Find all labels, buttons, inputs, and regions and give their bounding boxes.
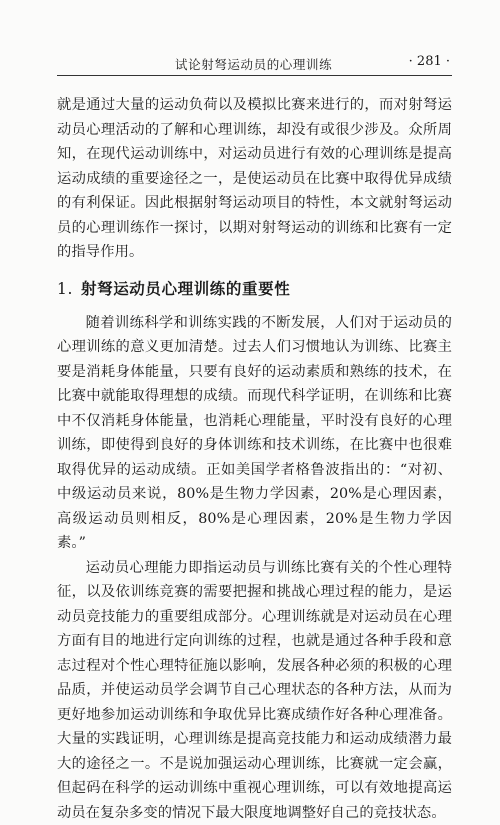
page-number: · 281 · [409, 54, 450, 69]
body-text [57, 93, 452, 825]
paragraph: 随着训练科学和训练实践的不断发展，人们对于运动员的心理训练的意义更加清楚。过去人们习惯地认为训练、比赛主要是消耗身体能量，只要有良好的运动素质和熟练的技术，在比赛中就能取得理想的成绩。而现代科学证明，在训练和比赛中不仅消耗身体能量，也消耗心理能量，平时没有良好的心理训练，即使得到良好的身体训练和技术训练，在比赛中也很难取得优异的运动成绩。正如美国学者格鲁波指出的：“对初、中级运动员来说，80%是生物力学因素，20%是心理因素，高级运动员则相反，80%是心理因素，20%是生物力学因素。” [57, 311, 452, 556]
section-number: 1. [57, 280, 73, 298]
running-header [57, 52, 452, 74]
header-rule [57, 75, 452, 76]
section-heading [57, 275, 452, 303]
paragraph: 运动员心理能力即指运动员与训练比赛有关的个性心理特征，以及依训练竞赛的需要把握和挑战心理过程的能力，是运动员竞技能力的重要组成部分。心理训练就是对运动员在心理方面有目的地进行定向训练的过程，也就是通过各种手段和意志过程对个性心理特征施以影响，发展各种必须的积极的心理品质，并使运动员学会调节自己心理状态的各种方法，从而为更好地参加运动训练和争取优异比赛成绩作好各种心理准备。大量的实践证明，心理训练是提高竞技能力和运动成绩潜力最大的途径之一。不是说加强运动心理训练，比赛就一定会赢，但起码在科学的运动训练中重视心理训练，可以有效地提高运动员在复杂多变的情况下最大限度地调整好自己的竞技状态。 [57, 556, 452, 825]
paragraph-intro-continued: 就是通过大量的运动负荷以及模拟比赛来进行的，而对射弩运动员心理活动的了解和心理训练，却没有或很少涉及。众所周知，在现代运动训练中，对运动员进行有效的心理训练是提高运动成绩的重要途径之一，是使运动员在比赛中取得优异成绩的有利保证。因此根据射弩运动项目的特性，本文就射弩运动员的心理训练作一探讨，以期对射弩运动的训练和比赛有一定的指导作用。 [57, 93, 452, 265]
section-title: 射弩运动员心理训练的重要性 [81, 280, 290, 298]
header-title: 试论射弩运动员的心理训练 [175, 55, 332, 73]
